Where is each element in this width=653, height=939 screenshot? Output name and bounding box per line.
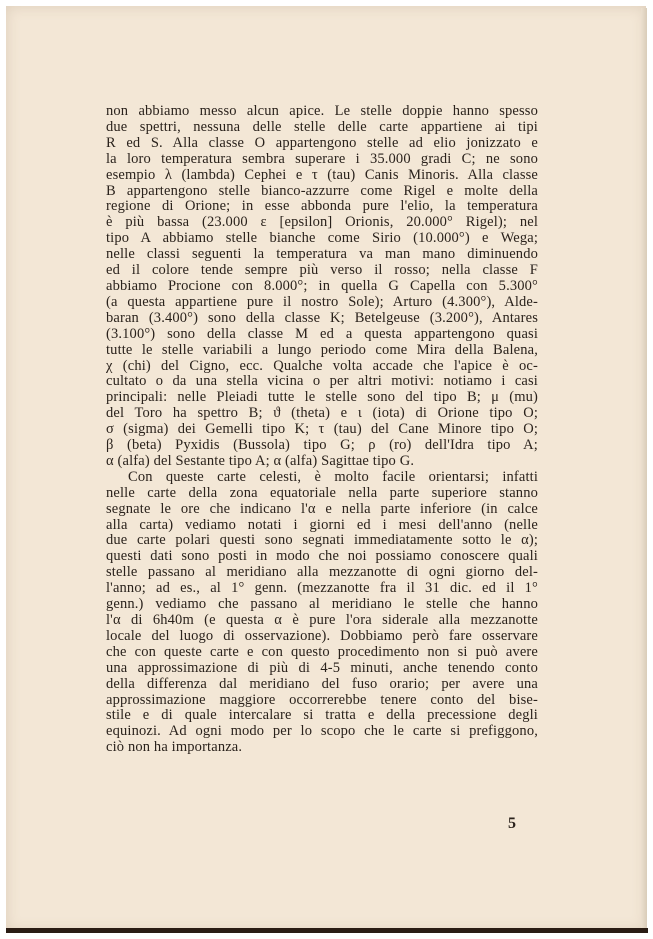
text-line: approssimazione maggiore occorrerebbe tenere conto del bise-: [106, 691, 538, 708]
text-line: tipo A abbiamo stelle bianche come Sirio (10.000°) e Wega;: [106, 230, 538, 247]
text-line: cultato o da una stella vicina o per altri motivi: notiamo i casi: [106, 373, 538, 390]
body-text: [106, 104, 538, 756]
text-line: che con queste carte e con questo procedimento non si può avere: [106, 643, 538, 660]
text-line: la loro temperatura sembra superare i 35.000 gradi C; ne sono: [106, 150, 538, 167]
text-line: tutte le stelle variabili a lungo periodo come Mira della Balena,: [106, 341, 538, 358]
text-line: (a questa appartiene pure il nostro Sole); Arturo (4.300°), Alde-: [106, 293, 538, 310]
text-line: regione di Orione; in esse abbonda pure l'elio, la temperatura: [106, 198, 538, 215]
text-line: principali: nelle Pleiadi tutte le stelle sono del tipo B; μ (mu): [106, 389, 538, 406]
text-line: ed il colore tende sempre più verso il rosso; nella classe F: [106, 262, 538, 279]
text-line: è più bassa (23.000 ε [epsilon] Orionis, 20.000° Rigel); nel: [106, 214, 538, 231]
text-line: (3.100°) sono della classe M ed a questa appartengono quasi: [106, 325, 538, 342]
text-line: χ (chi) del Cigno, ecc. Qualche volta accade che l'apice è oc-: [106, 357, 538, 374]
text-line: R ed S. Alla classe O appartengono stelle ad elio jonizzato e: [106, 134, 538, 151]
text-line: nelle carte della zona equatoriale nella parte superiore stanno: [106, 484, 538, 501]
text-line: Con queste carte celesti, è molto facile orientarsi; infatti: [128, 468, 538, 485]
text-line: abbiamo Procione con 8.000°; in quella G Capella con 5.300°: [106, 277, 538, 294]
page-edge: [641, 8, 647, 930]
text-line: genn.) vediamo che passano al meridiano le stelle che hanno: [106, 596, 538, 613]
text-line: stelle passano al meridiano alla mezzanotte di ogni giorno del-: [106, 564, 538, 581]
page-number: 5: [508, 815, 516, 832]
text-line: due spettri, nessuna delle stelle delle carte appartiene ai tipi: [106, 118, 538, 135]
text-line: ciò non ha importanza.: [106, 739, 243, 756]
text-line: del Toro ha spettro B; ϑ (theta) e ι (iota) di Orione tipo O;: [106, 405, 538, 422]
text-line: non abbiamo messo alcun apice. Le stelle doppie hanno spesso: [106, 103, 538, 119]
text-line: B appartengono stelle bianco-azzurre come Rigel e molte della: [106, 182, 538, 199]
text-line: alla carta) vediamo notati i giorni ed i mesi dell'anno (nelle: [106, 516, 538, 533]
text-line: equinozi. Ad ogni modo per lo scopo che le carte si prefiggono,: [106, 723, 538, 740]
text-line: una approssimazione di più di 4-5 minuti, anche tenendo conto: [106, 659, 538, 676]
text-line: nelle classi seguenti la temperatura va man mano diminuendo: [106, 246, 538, 263]
text-line: baran (3.400°) sono della classe K; Betelgeuse (3.200°), Antares: [106, 309, 538, 326]
text-line: segnate le ore che indicano l'α e nella parte inferiore (in calce: [106, 500, 538, 517]
text-line: β (beta) Pyxidis (Bussola) tipo G; ρ (ro) dell'Idra tipo A;: [106, 437, 538, 454]
text-line: α (alfa) del Sestante tipo A; α (alfa) Sagittae tipo G.: [106, 452, 415, 469]
text-line: stile e di quale intercalare si tratta e della precessione degli: [106, 707, 538, 724]
text-line: σ (sigma) dei Gemelli tipo K; τ (tau) del Cane Minore tipo O;: [106, 421, 538, 438]
text-line: della differenza dal meridiano del fuso orario; per avere una: [106, 675, 538, 692]
text-line: due carte polari questi sono segnati immediatamente sotto le α);: [106, 532, 538, 549]
text-line: l'anno; ad es., al 1° genn. (mezzanotte fra il 31 dic. ed il 1°: [106, 580, 538, 597]
page-bottom-edge: [6, 928, 648, 933]
text-line: questi dati sono posti in modo che noi possiamo conoscere quali: [106, 548, 538, 565]
text-line: esempio λ (lambda) Cephei e τ (tau) Canis Minoris. Alla classe: [106, 166, 538, 183]
text-line: l'α di 6h40m (e questa α è pure l'ora siderale alla mezzanotte: [106, 612, 538, 628]
text-line: locale del luogo di osservazione). Dobbiamo però fare osservare: [106, 627, 538, 644]
